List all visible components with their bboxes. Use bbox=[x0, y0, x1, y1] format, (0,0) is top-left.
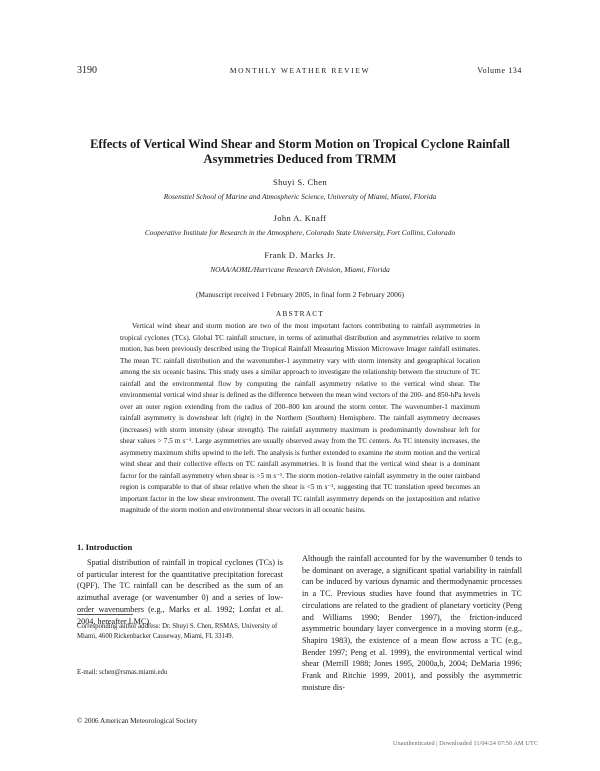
author-name: Shuyi S. Chen bbox=[272, 177, 328, 187]
download-notice: Unauthenticated | Downloaded 11/04/24 07:50 AM UTC bbox=[392, 740, 538, 747]
volume-label: Volume 134 bbox=[477, 66, 522, 75]
author-affiliation: Rosenstiel School of Marine and Atmospheric Science, University of Miami, Miami, Florida bbox=[163, 192, 437, 201]
author-affiliation: Cooperative Institute for Research in the Atmosphere, Colorado State University, Fort Collins, Colorado bbox=[144, 228, 456, 237]
footnote-rule bbox=[77, 614, 133, 615]
page-number: 3190 bbox=[77, 65, 97, 76]
manuscript-dates: (Manuscript received 1 February 2005, in final form 2 February 2006) bbox=[196, 290, 404, 299]
journal-name: MONTHLY WEATHER REVIEW bbox=[229, 66, 371, 75]
intro-left-column: Spatial distribution of rainfall in tropical cyclones (TCs) is of particular interest for the quantitative precipitation forecast (QPF). The TC rainfall can be described as the sum of an azimuthal average (or wavenumber 0) and a series of low-order wavenumbers (e.g., Marks et al. 1992; Lonfat et al. 2004, hereafter LMC). bbox=[77, 558, 283, 626]
author-email: E-mail: schen@rsmas.miami.edu bbox=[77, 669, 168, 676]
corresponding-author: Corresponding author address: Dr. Shuyi S. Chen, RSMAS, University of Miami, 4600 Rickenbacker Causeway, Miami, FL 33149. bbox=[77, 623, 278, 640]
intro-right-column: Although the rainfall accounted for by the wavenumber 0 tends to be dominant on average, a significant spatial variability in rainfall can be induced by various dynamic and thermodynamic processes in a TC. Previous studies have found that asymmetries in TC circulations are related to the gradient of planetary vorticity (Peng and Williams 1990; Bender 1997), the friction-induced asymmetric boundary layer convergence in a moving storm (e.g., Shapiro 1983), the existence of a mean flow across a TC (e.g., Bender 1997; Peng et al. 1999), the environmental vertical wind shear (Merrill 1988; Jones 1995, 2000a,b, 2004; DeMaria 1996; Frank and Ritchie 1999, 2001), and possibly the asymmetric moisture dis- bbox=[302, 554, 522, 692]
author-name: Frank D. Marks Jr. bbox=[264, 250, 336, 260]
author-affiliation: NOAA/AOML/Hurricane Research Division, Miami, Florida bbox=[210, 265, 390, 274]
copyright-notice: © 2006 American Meteorological Society bbox=[77, 717, 198, 725]
author-name: John A. Knaff bbox=[273, 213, 327, 223]
section-heading: 1. Introduction bbox=[77, 542, 133, 552]
abstract-text: Vertical wind shear and storm motion are two of the most important factors contributing to rainfall asymmetries in tropical cyclones (TCs). Global TC rainfall structure, in terms of azimuthal distribution and asymmetries relative to storm motion, has been previously described using the Tropical Rainfall Measuring Mission Microwave Imager rainfall estimates. The mean TC rainfall distribution and the wavenumber-1 asymmetry vary with storm intensity and geographical location among the six oceanic basins. This study uses a similar approach to investigate the relationship between the structure of TC rainfall and the environmental flow by computing the rainfall asymmetry relative to the vertical wind shear. The environmental vertical wind shear is defined as the difference between the mean wind vectors of the 200- and 850-hPa levels over an outer region extending from the radius of 200–800 km around the storm center. The wavenumber-1 maximum rainfall asymmetry is downshear left (right) in the Northern (Southern) Hemisphere. The rainfall asymmetry decreases (increases) with storm intensity (shear strength). The rainfall asymmetry maximum is predominantly downshear left for shear values > 7.5 m s⁻¹. Large asymmetries are usually observed away from the TC centers. As TC intensity increases, the asymmetry maximum shifts upwind to the left. The analysis is further extended to examine the storm motion and the vertical wind shear and their collective effects on TC rainfall asymmetries. It is found that the vertical wind shear is a dominant factor for the rainfall asymmetry when shear is >5 m s⁻¹. The storm motion–relative rainfall asymmetry in the outer rainband region is comparable to that of shear relative when the shear is <5 m s⁻¹, suggesting that TC translation speed becomes an important factor in the low shear environment. The overall TC rainfall asymmetry depends on the juxtaposition and relative magnitude of the storm motion and environmental shear vectors in all oceanic basins. bbox=[120, 322, 480, 514]
paper-title: Effects of Vertical Wind Shear and Storm Motion on Tropical Cyclone Rainfall Asymmetries Deduced from TRMM bbox=[90, 137, 510, 166]
abstract-heading: ABSTRACT bbox=[275, 309, 325, 318]
